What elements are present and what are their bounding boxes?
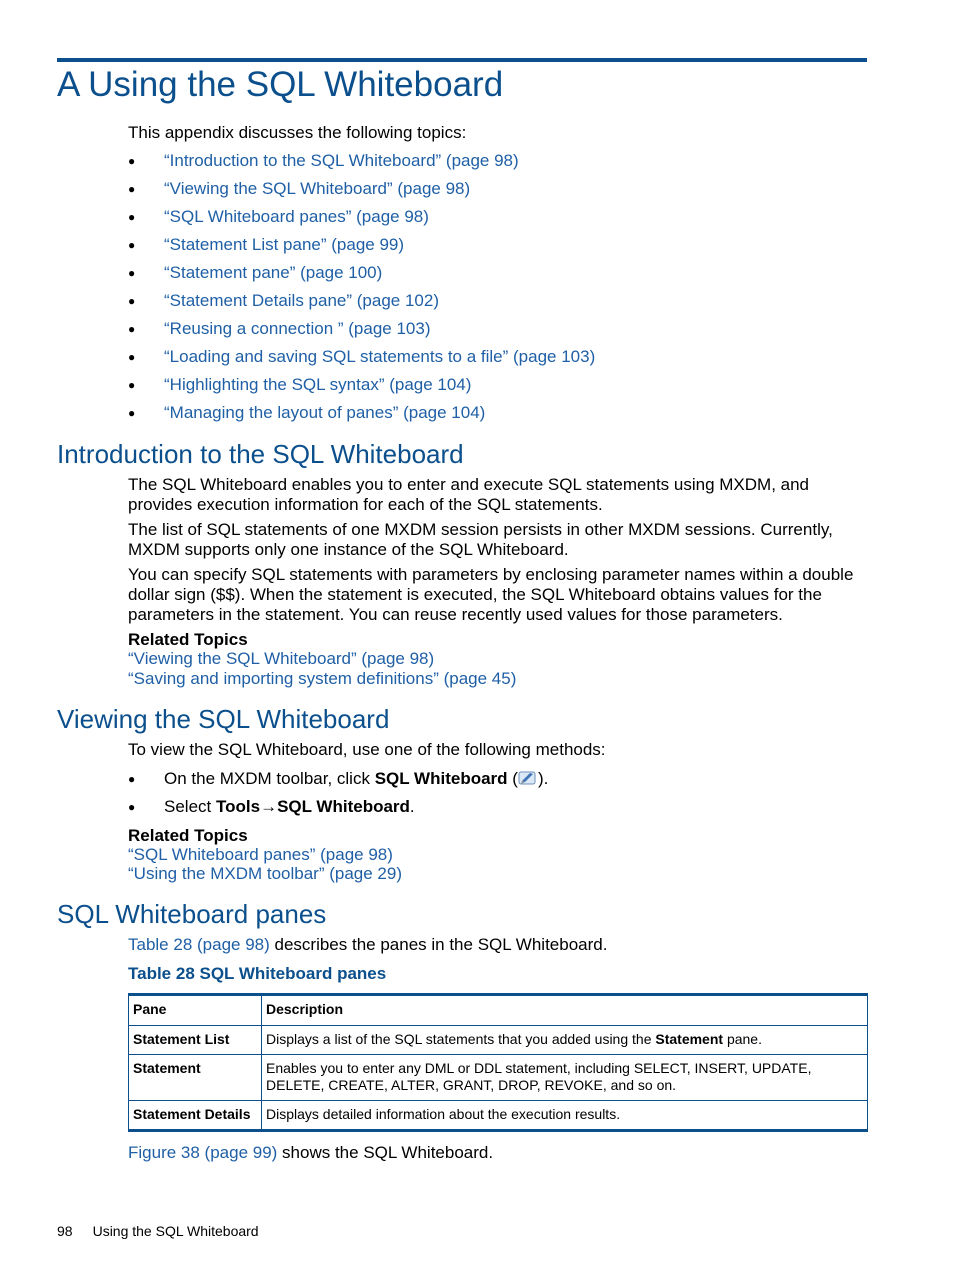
- topic-item[interactable]: [128, 343, 595, 371]
- pane-description-cell: [262, 1055, 868, 1101]
- section-heading-introduction: Introduction to the SQL Whiteboard: [57, 439, 464, 469]
- bullet-icon: ●: [128, 266, 136, 280]
- topic-link[interactable]: “Managing the layout of panes” (page 104): [164, 403, 486, 422]
- table-reference-link[interactable]: Table 28 (page 98): [128, 935, 270, 954]
- topic-link[interactable]: “Viewing the SQL Whiteboard” (page 98): [164, 179, 471, 198]
- topic-link[interactable]: “Statement List pane” (page 99): [164, 235, 405, 254]
- description-bold-term: Statement: [655, 1031, 724, 1047]
- pane-name-cell: Statement Details: [129, 1101, 262, 1131]
- topic-item[interactable]: [128, 147, 595, 175]
- topic-item[interactable]: [128, 203, 595, 231]
- topic-link[interactable]: “Statement pane” (page 100): [164, 263, 383, 282]
- topic-item[interactable]: [128, 175, 595, 203]
- related-topic-link[interactable]: “Viewing the SQL Whiteboard” (page 98): [128, 649, 435, 668]
- page-number: 98: [57, 1223, 73, 1239]
- description-text: Enables you to enter any DML or DDL statement, including SELECT, INSERT, UPDATE, DELETE, CREATE, ALTER, GRANT, DROP, REVOKE, and so on.: [266, 1060, 812, 1093]
- topic-item[interactable]: [128, 371, 595, 399]
- panes-intro: [128, 935, 868, 955]
- description-text: Displays a list of the SQL statements that you added using the: [266, 1031, 656, 1047]
- paren-close: ).: [537, 769, 549, 788]
- section-heading-viewing: Viewing the SQL Whiteboard: [57, 704, 390, 734]
- method-text: Select: [164, 797, 216, 816]
- description-text-end: pane.: [723, 1031, 762, 1047]
- sql-whiteboard-icon: [518, 768, 538, 786]
- viewing-lead: To view the SQL Whiteboard, use one of the following methods:: [128, 740, 606, 759]
- table-header-row: [129, 995, 868, 1026]
- topic-item[interactable]: [128, 399, 595, 427]
- description-text: Displays detailed information about the execution results.: [266, 1106, 621, 1122]
- column-header-description: Description: [262, 995, 868, 1026]
- topic-item[interactable]: [128, 231, 595, 259]
- topic-link[interactable]: “Statement Details pane” (page 102): [164, 291, 439, 310]
- intro-paragraph-3: You can specify SQL statements with parameters by enclosing parameter names within a double dollar sign ($$). When the statement is executed, the SQL Whiteboard obtains values for the parameters in the statement. You can reuse recently used values for those parameters.: [128, 565, 854, 624]
- viewing-methods-list: [128, 765, 548, 821]
- related-topic-link[interactable]: “Saving and importing system definitions” (page 45): [128, 669, 517, 688]
- panes-table: [128, 993, 868, 1132]
- bullet-icon: ●: [128, 182, 136, 196]
- pane-description-cell: [262, 1101, 868, 1131]
- bullet-icon: ●: [128, 154, 136, 168]
- column-header-pane: Pane: [129, 995, 262, 1026]
- topic-item[interactable]: [128, 315, 595, 343]
- chapter-title: A Using the SQL Whiteboard: [57, 65, 504, 104]
- table-row: [129, 1055, 868, 1101]
- bullet-icon: ●: [128, 800, 136, 814]
- pane-name-cell: Statement: [129, 1055, 262, 1101]
- topic-link[interactable]: “SQL Whiteboard panes” (page 98): [164, 207, 429, 226]
- bullet-icon: ●: [128, 378, 136, 392]
- bullet-icon: ●: [128, 294, 136, 308]
- method-text: On the MXDM toolbar, click: [164, 769, 375, 788]
- topic-link[interactable]: “Reusing a connection ” (page 103): [164, 319, 431, 338]
- method-item-menu: [128, 793, 548, 821]
- figure-reference-paragraph: [128, 1143, 868, 1163]
- section-heading-panes: SQL Whiteboard panes: [57, 899, 327, 929]
- topic-link[interactable]: “Introduction to the SQL Whiteboard” (page 98): [164, 151, 519, 170]
- related-topic-link[interactable]: “Using the MXDM toolbar” (page 29): [128, 864, 403, 883]
- topic-item[interactable]: [128, 259, 595, 287]
- table-row: [129, 1026, 868, 1055]
- topic-list: [128, 147, 595, 427]
- figure-reference-text: shows the SQL Whiteboard.: [277, 1143, 494, 1162]
- paren-open: (: [507, 769, 518, 788]
- ui-term-tools: Tools: [215, 797, 261, 816]
- bullet-icon: ●: [128, 238, 136, 252]
- panes-intro-text: describes the panes in the SQL Whiteboard.: [269, 935, 608, 954]
- related-topics-title: Related Topics: [128, 630, 248, 649]
- table-caption: Table 28 SQL Whiteboard panes: [128, 964, 387, 983]
- pane-name-cell: Statement List: [129, 1026, 262, 1055]
- related-topics-title: Related Topics: [128, 826, 248, 845]
- pane-description-cell: [262, 1026, 868, 1055]
- ui-term-sql-whiteboard: SQL Whiteboard: [277, 797, 410, 816]
- menu-arrow-icon: →: [260, 797, 278, 816]
- table-row: [129, 1101, 868, 1131]
- ui-term-sql-whiteboard: SQL Whiteboard: [374, 769, 508, 788]
- page-footer: [57, 1222, 259, 1240]
- bullet-icon: ●: [128, 772, 136, 786]
- figure-reference-link[interactable]: Figure 38 (page 99): [128, 1143, 278, 1162]
- bullet-icon: ●: [128, 210, 136, 224]
- running-title: Using the SQL Whiteboard: [92, 1223, 259, 1239]
- method-item-toolbar: [128, 765, 548, 793]
- related-topic-link[interactable]: “SQL Whiteboard panes” (page 98): [128, 845, 393, 864]
- topic-link[interactable]: “Loading and saving SQL statements to a file” (page 103): [164, 347, 596, 366]
- bullet-icon: ●: [128, 350, 136, 364]
- topic-link[interactable]: “Highlighting the SQL syntax” (page 104): [164, 375, 472, 394]
- topic-item[interactable]: [128, 287, 595, 315]
- intro-paragraph-2: The list of SQL statements of one MXDM session persists in other MXDM sessions. Currently, MXDM supports only one instance of the SQL Whiteboard.: [128, 520, 833, 559]
- bullet-icon: ●: [128, 322, 136, 336]
- bullet-icon: ●: [128, 406, 136, 420]
- intro-lead: This appendix discusses the following topics:: [128, 123, 467, 142]
- intro-paragraph-1: The SQL Whiteboard enables you to enter and execute SQL statements using MXDM, and provides execution information for each of the SQL statements.: [128, 475, 810, 514]
- chapter-top-rule: [57, 58, 867, 62]
- period: .: [409, 797, 415, 816]
